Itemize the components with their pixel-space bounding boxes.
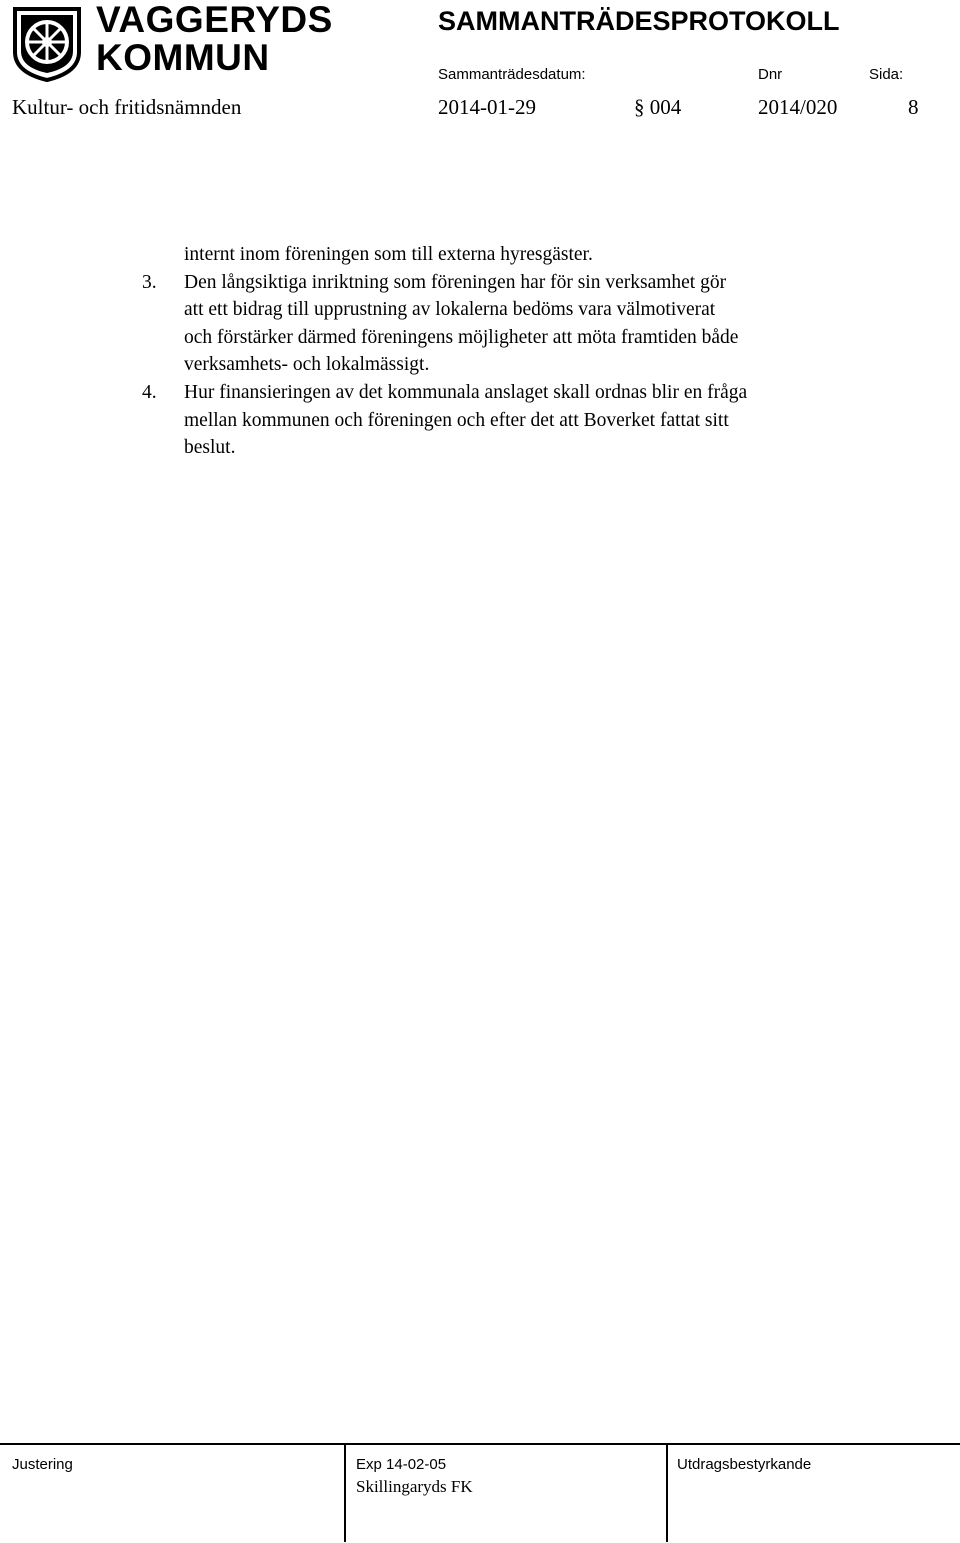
page-number: 8 [908, 95, 919, 119]
dnr-value: 2014/020 [758, 95, 838, 119]
list-item-line: Den långsiktiga inriktning som föreningen har för sin verksamhet gör [184, 271, 727, 293]
footer-justering-label: Justering [12, 1456, 73, 1473]
dnr-label: Dnr [758, 66, 783, 83]
list-item-number: 3. [142, 271, 157, 293]
logo-text-vaggeryds: VAGGERYDS [96, 0, 333, 40]
document-title: SAMMANTRÄDESPROTOKOLL [438, 6, 840, 36]
footer-recipient: Skillingaryds FK [356, 1477, 473, 1496]
list-item-number: 4. [142, 381, 157, 403]
protocol-body [142, 241, 882, 462]
continuation-line: internt inom föreningen som till externa hyresgäster. [184, 244, 593, 265]
page-label: Sida: [869, 66, 904, 83]
section-number: § 004 [634, 95, 682, 119]
wagon-wheel-shield-icon [12, 6, 82, 82]
list-item-line: mellan kommunen och föreningen och efter det att Boverket fattat sitt [184, 409, 729, 431]
footer-column-divider [666, 1443, 668, 1542]
list-item-line: verksamhets- och lokalmässigt. [184, 354, 430, 376]
list-item-3 [142, 269, 882, 379]
committee-name: Kultur- och fritidsnämnden [12, 95, 242, 119]
continuation-paragraph [142, 241, 882, 269]
list-item-4 [142, 379, 882, 462]
footer-column-divider [344, 1443, 346, 1542]
meeting-date-label: Sammanträdesdatum: [438, 66, 586, 83]
meeting-date-value: 2014-01-29 [438, 95, 536, 119]
footer-divider [0, 1443, 960, 1445]
logo-text-kommun: KOMMUN [96, 37, 270, 78]
list-item-line: Hur finansieringen av det kommunala anslaget skall ordnas blir en fråga [184, 381, 748, 403]
list-item-line: beslut. [184, 437, 236, 459]
footer-utdragsbestyrkande-label: Utdragsbestyrkande [677, 1456, 812, 1473]
list-item-line: att ett bidrag till upprustning av lokalerna bedöms vara välmotiverat [184, 299, 716, 321]
list-item-line: och förstärker därmed föreningens möjligheter att möta framtiden både [184, 326, 739, 348]
footer-expedition-label: Exp 14-02-05 [356, 1456, 447, 1473]
